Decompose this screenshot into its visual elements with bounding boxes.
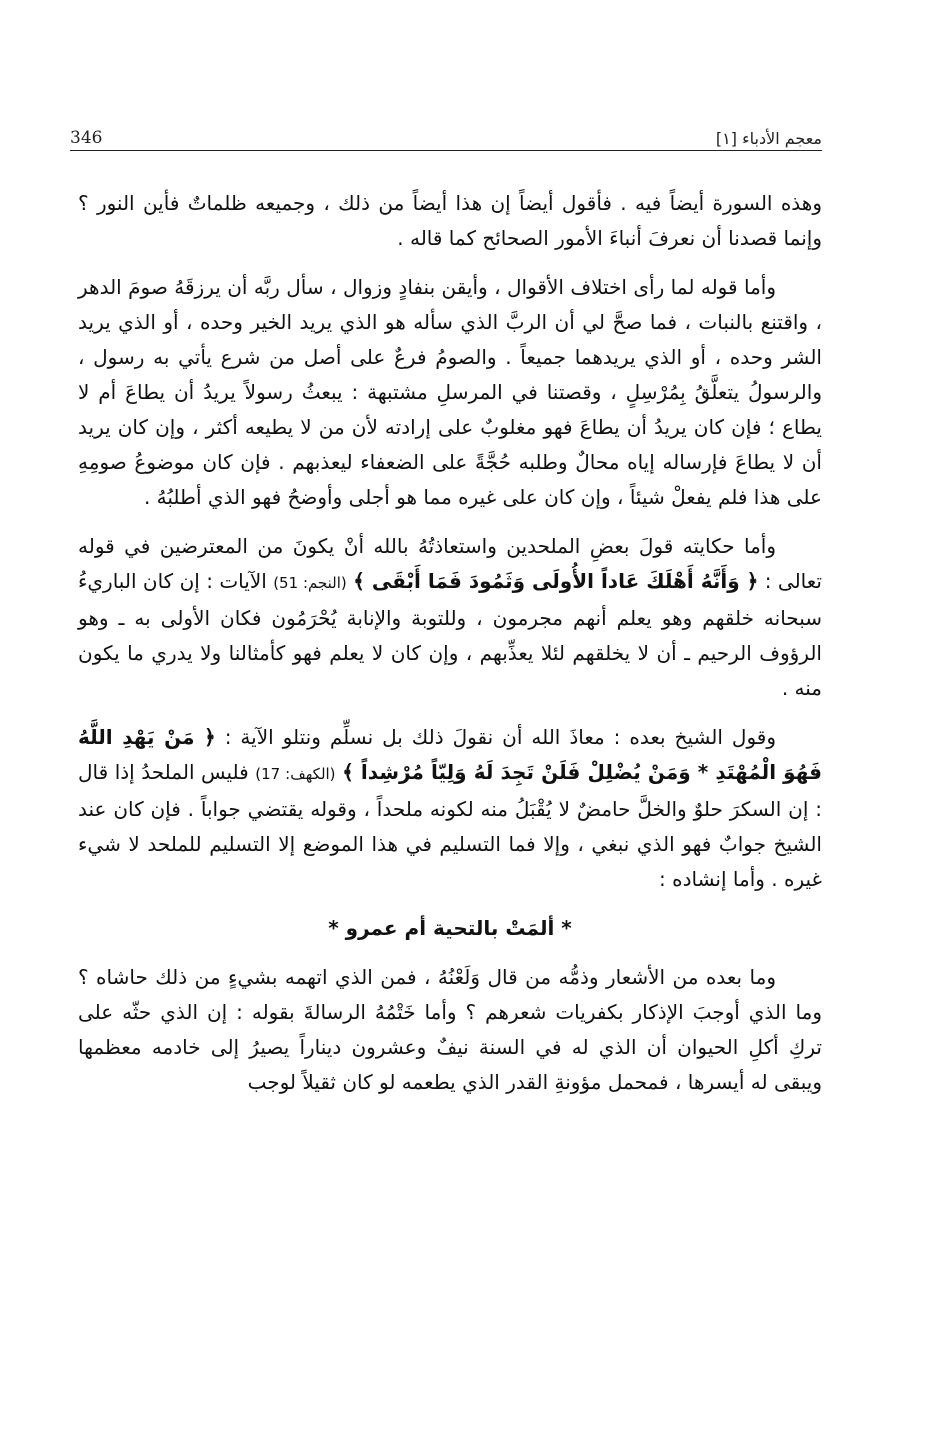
quran-quote: ﴿ وَأَنَّهُ أَهْلَكَ عَاداً الأُولَى وَثَمُودَ فَمَا أَبْقَى ﴾ (353, 569, 759, 593)
page-number: 346 (70, 128, 103, 148)
header-rule (70, 150, 822, 151)
paragraph-1: وهذه السورة أيضاً فيه . فأقول أيضاً إن هذا أيضاً من ذلك ، وجميعه ظلماتٌ فأين النور ؟ وإنما قصدنا أن نعرفَ أنباءَ الأمور الصحائح كما قاله . (78, 191, 822, 250)
paragraph-3 (78, 529, 822, 706)
quran-citation: (الكهف: 17) (255, 765, 336, 783)
paragraph-3-text-b: الآيات : إن كان الباريءُ سبحانه خلقهم وهو يعلم أنهم مجرمون ، وللتوبة والإنابة يُحْرَمُون فكان الأولى به ـ وهو الرؤوف الرحيم ـ أن لا يخلقهم لئلا يعذِّبهم ، وإن كان لا يعلم فهو كأمثالنا ولا يدري ما يكون منه . (78, 569, 822, 700)
poetry-verse: * ألمَتْ بالتحية أم عمرو * (328, 916, 572, 940)
paragraph-4-text-a: وقول الشيخ بعده : معاذَ الله أن نقولَ ذلك بل نسلِّم ونتلو الآية : (224, 725, 776, 749)
quran-citation: (النجم: 51) (273, 574, 347, 592)
page-header (70, 118, 822, 148)
page-body (78, 186, 822, 1114)
paragraph-3-text-a: وأما حكايته قولَ بعضِ الملحدين واستعاذتُهُ بالله أنْ يكونَ من المعترضين في قوله تعالى : (78, 534, 822, 593)
quran-quote: ﴿ مَنْ يَهْدِ اللَّهُ فَهُوَ الْمُهْتَدِ * وَمَنْ يُضْلِلْ فَلَنْ تَجِدَ لَهُ وَلِيّاً مُرْشِداً ﴾ (78, 725, 823, 784)
paragraph-2: وأما قوله لما رأى اختلاف الأقوال ، وأيقن بنفادٍ وزوال ، سأل ربَّه أن يرزقَهُ صومَ الدهر ، واقتنع بالنبات ، فما صحَّ لي أن الربَّ الذي سأله هو الذي يريد الخير وحده ، أو الذي يريد الشر وحده ، أو الذي يريدهما جميعاً . والصومُ فرعٌ على أصل من شرع يأتي به رسول ، والرسولُ يتعلَّقُ بِمُرْسِلٍ ، وقصتنا في المرسلِ مشتبهة : يبعثُ رسولاً يريدُ أن يطاعَ أم لا يطاع ؛ فإن كان يريدُ أن يطاعَ فهو مغلوبٌ على إرادته لأن من لا يطيعه أكثر ، وإن كان يريد أن لا يطاعَ فإرساله إياه محالٌ وطلبه حُجَّةً على الضعفاء ليعذبهم . فإن كان موضوعُ صومِهِ على هذا فلم يفعلْ شيئاً ، وإن كان على غيره مما هو أجلى وأوضحُ فهو الذي أطلبُهُ . (78, 275, 822, 509)
paragraph-5: وما بعده من الأشعار وذمُّه من قال وَلَعْنُهُ ، فمن الذي اتهمه بشيءٍ من ذلك حاشاه ؟ وما الذي أوجبَ الإذكار بكفريات شعرهم ؟ وأما خَتْمُهُ الرسالةَ بقوله : إن الذي حثّه على تركِ أكلِ الحيوان أن الذي له في السنة نيفٌ وعشرون ديناراً يصيرُ إلى خادمه معظمها ويبقى له أيسرها ، فمحمل مؤونةِ القدر الذي يطعمه لو كان ثقيلاً لوجب (78, 965, 822, 1094)
paragraph-4-text-b: فليس الملحدُ إذا قال : إن السكرَ حلوٌ والخلَّ حامضٌ لا يُقْبَلُ منه لكونه ملحداً ، وقوله يقتضي جواباً . فإن كان عند الشيخ جوابٌ فهو الذي نبغي ، وإلا فما التسليم في هذا الموضع إلا التسليم للملحد لا شيء غيره . وأما إنشاده : (78, 760, 822, 891)
running-title: معجم الأدباء [١] (715, 129, 822, 148)
paragraph-4 (78, 720, 822, 897)
